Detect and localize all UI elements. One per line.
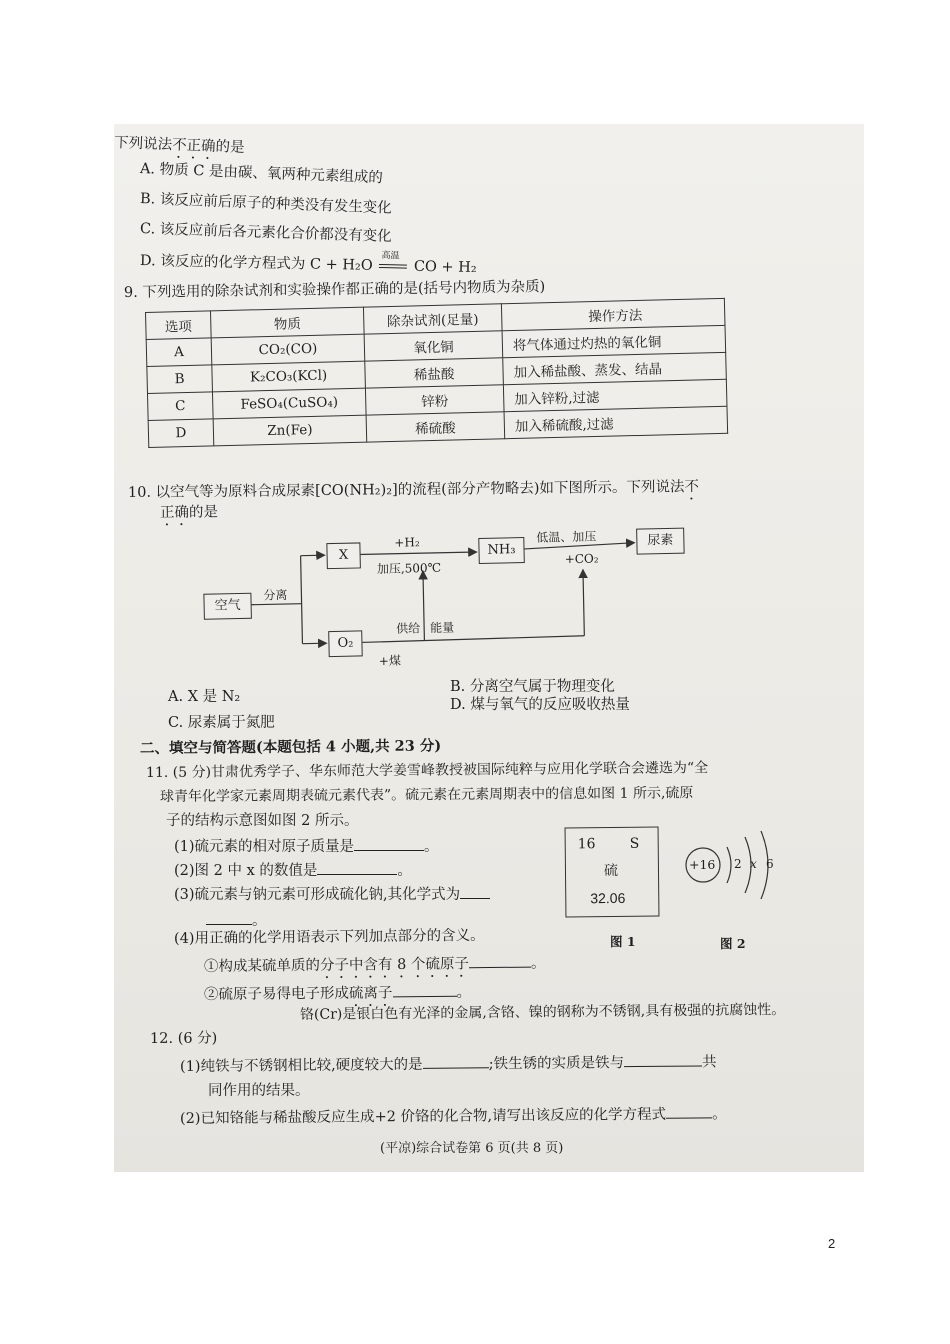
header-method: 操作方法 [501,298,725,330]
header-reagent: 除杂试剂(足量) [363,304,502,334]
answer-blank[interactable] [460,884,490,899]
q8-intro: 下列说法不正确的是 [114,135,245,157]
answer-blank[interactable] [392,982,456,998]
flow-node-air: 空气 [203,593,252,620]
q11-part2: (2)图 2 中 x 的数值是 。 [174,860,412,880]
flow-node-nh3: NH₃ [478,537,525,564]
q11-part4b: ②硫原子易得电子形成硫离子 。 [204,982,471,1011]
q10-stem-line1: 10. 以空气等为原料合成尿素[CO(NH₂)₂]的流程(部分产物略去)如下图所示。下列说法不 [127,479,700,501]
flow-label-separate: 分离 [263,587,288,603]
table-cell: CO₂(CO) [211,334,365,365]
q12-heading: 12. (6 分) [149,1030,218,1047]
q9-stem: 9. 下列选用的除杂试剂和实验操作都正确的是(括号内物质为杂质) [123,279,546,301]
nucleus-charge: +16 [689,857,716,872]
q11-line3: 子的结构示意图如图 2 所示。 [166,813,359,829]
q12-intro: 铬(Cr)是银白色有光泽的金属,含铬、镍的钢称为不锈钢,具有极强的抗腐蚀性。 [299,1001,786,1023]
table-cell: A [146,338,212,367]
table-cell: 氧化铜 [364,331,503,361]
flow-label-cond1: 加压,500℃ [376,560,442,577]
q11-line2: 球青年化学家元素周期表硫元素代表”。硫元素在元素周期表中的信息如图 1 所示,硫原 [159,785,694,805]
q11-part4: (4)用正确的化学用语表示下列加点部分的含义。 [173,927,485,947]
table-cell: 加入稀硫酸,过滤 [504,406,728,438]
answer-blank[interactable] [469,953,531,969]
answer-blank[interactable] [317,860,397,875]
table-cell: 稀盐酸 [365,358,504,388]
q10-option-c: C. 尿素属于氮肥 [168,715,275,731]
page-number: 2 [828,1236,836,1251]
element-mass: 32.06 [590,889,626,907]
shell1-count: 2 [734,857,742,871]
q10-option-d: D. 煤与氧气的反应吸收热量 [450,697,630,713]
q10-option-a: A. X 是 N₂ [168,689,241,705]
answer-blank[interactable] [624,1051,702,1067]
section2-title: 二、填空与简答题(本题包括 4 小题,共 23 分) [139,737,442,757]
sulfur-atom-diagram [683,823,793,913]
q10-stem-line2: 正确的是 [159,504,219,521]
table-cell: C [147,392,213,421]
table-cell: 加入稀盐酸、蒸发、结晶 [503,352,727,384]
q11-part4a: ①构成某硫单质的分子中含有 8 个硫原子 。 [204,952,546,983]
table-cell: 稀硫酸 [366,412,505,442]
header-option: 选项 [146,311,212,340]
q9-table [145,298,728,448]
q8-option-b: B. 该反应前后原子的种类没有发生变化 [139,191,392,217]
answer-blank[interactable] [423,1053,489,1069]
table-cell: Zn(Fe) [213,415,367,446]
table-cell: K₂CO₃(KCl) [212,361,366,392]
equation-arrow: 高温 [377,257,409,276]
q8-option-a: A. 物质 C 是由碳、氧两种元素组成的 [139,161,384,187]
q8-option-d: D. 该反应的化学方程式为 C + H₂O 高温 CO + H₂ [139,251,477,277]
flow-label-cond2: 低温、加压 [536,529,597,545]
answer-blank[interactable] [666,1103,712,1118]
element-card-sulfur [565,827,660,918]
shell3-count: 6 [766,857,774,871]
flow-label-coal: +煤 [378,653,402,669]
flow-node-o2: O₂ [328,630,363,657]
figure1-caption: 图 1 [610,934,636,949]
table-cell: 锌粉 [365,385,504,415]
figure2-caption: 图 2 [720,936,746,951]
table-cell: B [147,365,213,394]
q8-option-c: C. 该反应前后各元素化合价都没有变化 [139,221,392,245]
table-cell: FeSO₄(CuSO₄) [212,388,366,419]
answer-blank[interactable] [206,910,252,925]
answer-blank[interactable] [354,836,424,851]
q10-option-b: B. 分离空气属于物理变化 [450,679,615,695]
element-symbol: S [629,835,640,852]
q12-part1: (1)纯铁与不锈钢相比较,硬度较大的是 ;铁生锈的实质是铁与 共 [180,1051,717,1076]
page-footer: (平凉)综合试卷第 6 页(共 8 页) [380,1141,564,1156]
flow-label-supply: 供给 [396,621,421,636]
element-number: 16 [577,836,596,853]
table-cell: D [148,419,214,448]
q11-part3-cont: 。 [206,910,267,930]
flow-node-x: X [326,542,361,569]
flow-label-h2: +H₂ [394,535,420,550]
header-substance: 物质 [210,307,364,338]
q11-part1: (1)硫元素的相对原子质量是 。 [174,836,439,856]
flow-node-urea: 尿素 [636,528,685,555]
q12-part1-cont: 同作用的结果。 [208,1083,310,1099]
shell2-count: x [750,857,757,871]
flow-label-energy: 能量 [430,620,455,635]
q10-flow-diagram [190,517,713,678]
q12-part2: (2)已知铬能与稀盐酸反应生成+2 价铬的化合物,请写出该反应的化学方程式 。 [180,1103,727,1128]
q11-part3: (3)硫元素与钠元素可形成硫化钠,其化学式为 [174,884,490,904]
q11-line1: 11. (5 分)甘肃优秀学子、华东师范大学姜雪峰教授被国际纯粹与应用化学联合会遴选为“全 [145,760,709,781]
flow-label-co2: +CO₂ [564,551,599,567]
table-cell: 将气体通过灼热的氧化铜 [502,325,726,357]
element-name: 硫 [603,862,619,880]
table-cell: 加入锌粉,过滤 [503,379,727,411]
